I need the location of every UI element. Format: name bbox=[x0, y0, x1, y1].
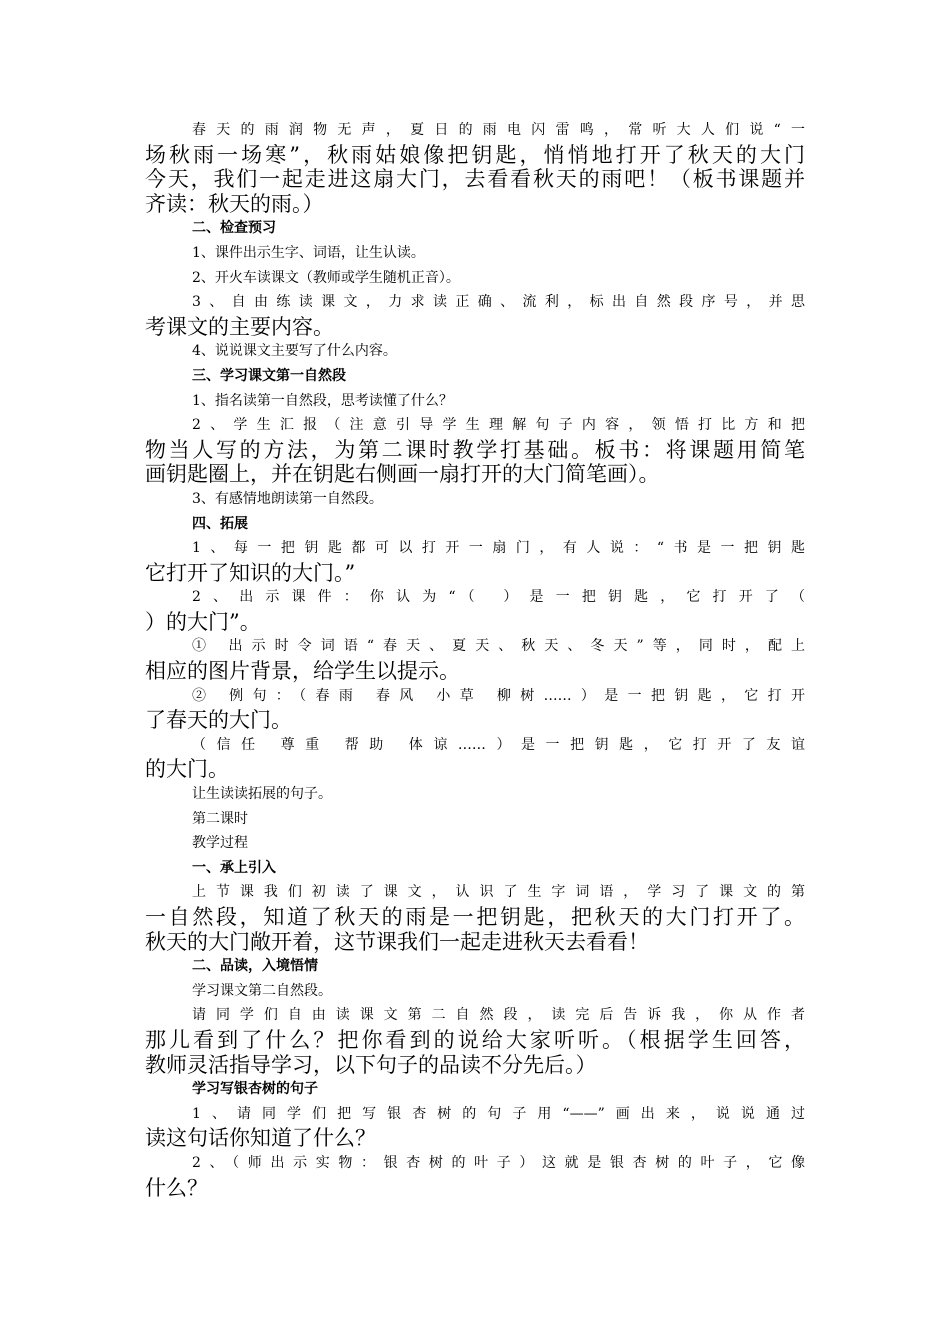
text-line: 3、有感情地朗读第一自然段。 bbox=[192, 490, 383, 507]
text-line: 1、课件出示生字、词语，让生认读。 bbox=[192, 244, 425, 261]
section-heading: 二、品读，入境悟情 bbox=[192, 958, 318, 975]
text-line: 2、出示课件：你认为“（ ）是一把钥匙，它打开了（ bbox=[192, 589, 805, 606]
text-line: 3、自由练读课文，力求读正确、流利，标出自然段序号，并思 bbox=[192, 294, 805, 311]
text-line: 第二课时 bbox=[192, 810, 248, 827]
text-line: 上节课我们初读了课文，认识了生字词语，学习了课文的第 bbox=[192, 884, 805, 901]
text-line: （信任 尊重 帮助 体谅……）是一把钥匙，它打开了友谊 bbox=[192, 736, 805, 753]
text-line: ）的大门”。 bbox=[145, 609, 261, 634]
section-heading: 一、承上引入 bbox=[192, 859, 276, 876]
document-body bbox=[145, 118, 805, 1200]
text-line: 它打开了知识的大门。” bbox=[145, 560, 356, 585]
text-line: 相应的图片背景，给学生以提示。 bbox=[145, 659, 460, 684]
text-line: 秋天的大门敞开着，这节课我们一起走进秋天去看看！ bbox=[145, 929, 649, 954]
text-line: ① 出示时令词语“春天、夏天、秋天、冬天”等，同时，配上 bbox=[192, 638, 805, 655]
text-line: 学习课文第二自然段。 bbox=[192, 982, 332, 999]
text-line: 画钥匙圈上，并在钥匙右侧画一扇打开的大门简笔画）。 bbox=[145, 462, 660, 487]
section-heading: 二、检查预习 bbox=[192, 220, 276, 237]
text-line: 1、每一把钥匙都可以打开一扇门，有人说：“书是一把钥匙 bbox=[192, 540, 805, 557]
text-line: 什么？ bbox=[145, 1175, 208, 1200]
text-line: 那儿看到了什么？把你看到的说给大家听听。（根据学生回答， bbox=[145, 1027, 805, 1052]
text-line: 物当人写的方法，为第二课时教学打基础。板书：将课题用简笔 bbox=[145, 437, 805, 462]
section-heading: 四、拓展 bbox=[192, 515, 248, 532]
text-line: 了春天的大门。 bbox=[145, 708, 292, 733]
text-line: 一自然段，知道了秋天的雨是一把钥匙，把秋天的大门打开了。 bbox=[145, 905, 805, 929]
section-heading: 学习写银杏树的句子 bbox=[192, 1081, 318, 1098]
text-line: 考课文的主要内容。 bbox=[145, 314, 334, 339]
text-line: 2、学生汇报（注意引导学生理解句子内容，领悟打比方和把 bbox=[192, 417, 805, 434]
text-line: 2、开火车读课文（教师或学生随机正音）。 bbox=[192, 269, 460, 286]
text-line: 请同学们自由读课文第二自然段，读完后告诉我，你从作者 bbox=[192, 1007, 805, 1024]
text-line: 教师灵活指导学习，以下句子的品读不分先后。） bbox=[145, 1052, 597, 1077]
text-line: 的大门。 bbox=[145, 757, 229, 782]
section-heading: 三、学习课文第一自然段 bbox=[192, 367, 346, 384]
text-line: ② 例句：（春雨 春风 小草 柳树……）是一把钥匙，它打开 bbox=[192, 687, 805, 704]
text-line: 教学过程 bbox=[192, 835, 248, 852]
text-line: 4、说说课文主要写了什么内容。 bbox=[192, 343, 397, 360]
text-line: 让生读读拓展的句子。 bbox=[192, 786, 332, 803]
text-line: 1、指名读第一自然段，思考读懂了什么？ bbox=[192, 392, 453, 409]
text-line: 春天的雨润物无声，夏日的雨电闪雷鸣，常听大人们说“一 bbox=[192, 122, 805, 138]
text-line: 1、请同学们把写银杏树的句子用“——”画出来，说说通过 bbox=[192, 1105, 805, 1122]
text-line: 2、（师出示实物：银杏树的叶子）这就是银杏树的叶子，它像 bbox=[192, 1154, 805, 1171]
text-line: 齐读：秋天的雨。） bbox=[145, 191, 324, 216]
text-line: 读这句话你知道了什么？ bbox=[145, 1126, 376, 1151]
text-line: 今天，我们一起走进这扇大门，去看看秋天的雨吧！（板书课题并 bbox=[145, 167, 805, 192]
text-line: 场秋雨一场寒”，秋雨姑娘像把钥匙，悄悄地打开了秋天的大门 bbox=[145, 142, 805, 167]
